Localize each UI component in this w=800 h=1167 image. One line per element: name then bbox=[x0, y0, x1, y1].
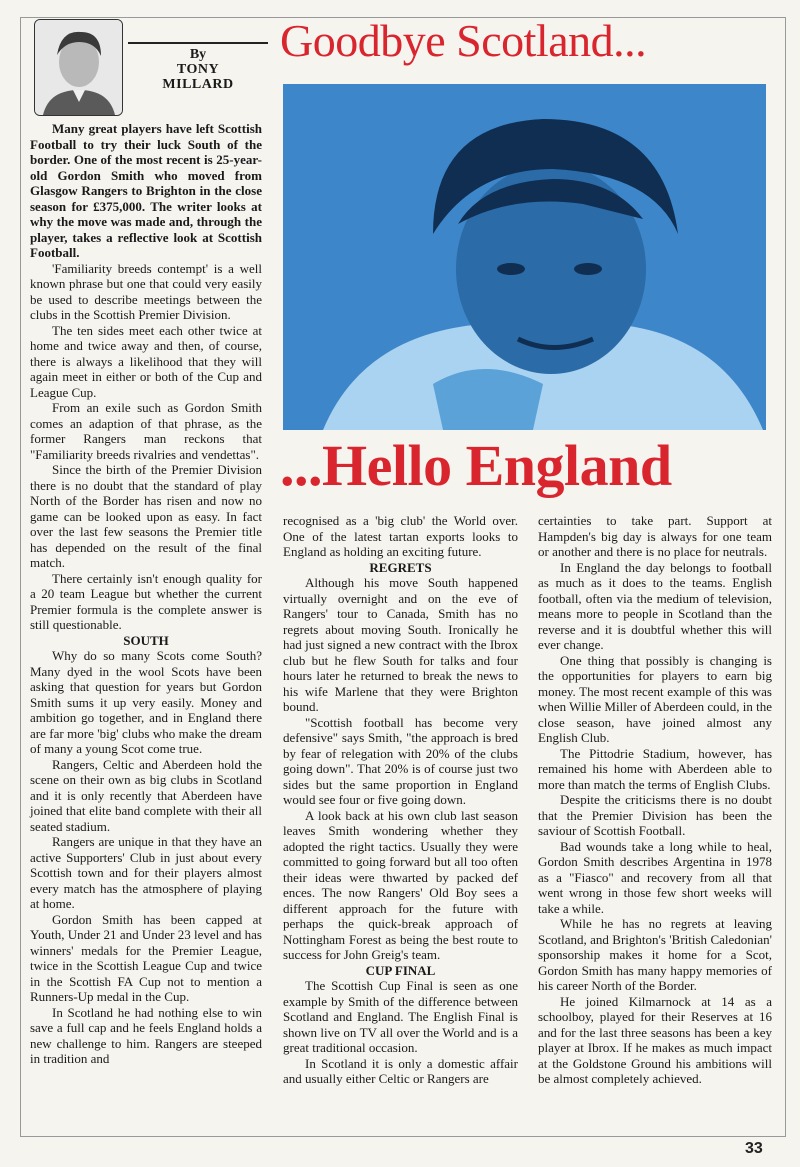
paragraph: Since the birth of the Premier Division there is no doubt that the standard of play North of the Border has risen and now no game can be looked upon as easy. In fact over the last few seasons the Premier title has depended on the result of the final match. bbox=[30, 462, 262, 570]
paragraph: certainties to take part. Support at Hampden's big day is always for one team or another and there is no place for neutrals. bbox=[538, 513, 772, 559]
paragraph: The Pittodrie Stadium, however, has remained his home with Aberdeen able to more than match the terms of English Clubs. bbox=[538, 745, 772, 792]
paragraph: While he has no regrets at leaving Scotland, and Brighton's 'British Caledonian' sponsorship makes it home for a Scot, Gordon Smith has many happy memories of his career North of the Border. bbox=[538, 916, 772, 993]
article-column-3 bbox=[538, 513, 772, 1087]
byline bbox=[128, 30, 268, 92]
author-last-name: MILLARD bbox=[162, 77, 234, 92]
subheading-regrets: REGRETS bbox=[369, 559, 432, 575]
paragraph: recognised as a 'big club' the World over. One of the latest tartan exports looks to England as holding an exciting future. bbox=[283, 513, 518, 559]
paragraph: 'Familiarity breeds contempt' is a well known phrase but one that could very easily be used to describe meetings between the clubs in the Scottish Premier Division. bbox=[30, 260, 262, 322]
headline-goodbye: Goodbye Scotland... bbox=[280, 15, 647, 66]
paragraph: Despite the criticisms there is no doubt that the Premier Division has been the saviour of Scottish Football. bbox=[538, 792, 772, 838]
author-first-name: TONY bbox=[176, 62, 220, 77]
page-number: 33 bbox=[745, 1140, 763, 1157]
paragraph: Rangers are unique in that they have an active Supporters' Club in just about every Scottish town and for their players almost every match has the atmosphere of playing at home. bbox=[30, 834, 262, 911]
paragraph: Although his move South happened virtually overnight and on the eve of Rangers' tour to Canada, Smith has no regrets about moving South. Ironically he had just signed a new contract with the Ibrox club but he flew South for talks and four hours later he returned to break the news to his wife Marlene that they were Brighton bound. bbox=[283, 575, 518, 714]
headline-hello: ...Hello England bbox=[280, 433, 672, 498]
article-column-2 bbox=[283, 513, 518, 1087]
subheading-cup-final: CUP FINAL bbox=[365, 962, 436, 978]
paragraph: The Scottish Cup Final is seen as one example by Smith of the difference between Scotland and England. The English Final is shown live on TV all over the World and is a great traditional occasion. bbox=[283, 978, 518, 1055]
paragraph: In England the day belongs to football as much as it does to the teams. English football, often via the medium of television, means more to people in Scotland than the reverse and it is doubtful whether this will ever change. bbox=[538, 559, 772, 652]
byline-rule bbox=[128, 42, 268, 44]
paragraph: In Scotland it is only a domestic affair and usually either Celtic or Rangers are bbox=[283, 1055, 518, 1086]
paragraph: Rangers, Celtic and Aberdeen hold the scene on their own as big clubs in Scotland and it is only recently that Aberdeen have joined that elite band complete with their all seated stadium. bbox=[30, 756, 262, 834]
intro-paragraph: Many great players have left Scottish Football to try their luck South of the border. One of the most recent is 25-year-old Gordon Smith who moved from Glasgow Rangers to Brighton in the close season for £375,000. The writer looks at why the move was made and, through the player, takes a reflective look at Scottish Football. bbox=[30, 121, 262, 260]
paragraph: Bad wounds take a long while to heal, Gordon Smith describes Argentina in 1978 as a "Fiasco" and recovery from all that went wrong in those few short weeks will take a while. bbox=[538, 838, 772, 916]
paragraph: He joined Kilmarnock at 14 as a schoolboy, played for their Reserves at 16 and for the last three seasons has been a key player at Ibrox. If he makes as much impact at the Goldstone Ground his ambitions will be almost completely achieved. bbox=[538, 993, 772, 1086]
article-column-1 bbox=[30, 121, 262, 1067]
paragraph: "Scottish football has become very defensive" says Smith, "the approach is bred by fear of relegation with 20% of the clubs going down". That 20% is of course just two sides but the same proportion in England would see four or five going down. bbox=[283, 714, 518, 807]
paragraph: From an exile such as Gordon Smith comes an adaption of that phrase, as the former Rangers man reckons that "Familiarity breeds rivalries and vendettas". bbox=[30, 400, 262, 462]
subheading-south: SOUTH bbox=[123, 632, 169, 648]
paragraph: Why do so many Scots come South? Many dyed in the wool Scots have been asking that question for years but Gordon Smith sums it up very easily. Money and ambition go together, and in England there are far more 'big' clubs who make the dream of many a young Scot come true. bbox=[30, 648, 262, 756]
paragraph: Gordon Smith has been capped at Youth, Under 21 and Under 23 level and has winners' medals for the Premier League, twice in the Scottish League Cup and twice in the Scottish FA Cup not to mention a Runners-Up medal in the Cup. bbox=[30, 911, 262, 1004]
paragraph: There certainly isn't enough quality for a 20 team League but whether the current Premier formula is the complete answer is still questionable. bbox=[30, 570, 262, 632]
paragraph: The ten sides meet each other twice at home and twice away and then, of course, there is always a likelihood that they will again meet in either or both of the Cup and League Cup. bbox=[30, 322, 262, 400]
author-portrait bbox=[34, 19, 123, 116]
paragraph: In Scotland he had nothing else to win save a full cap and he feels England holds a new challenge to him. Rangers are steeped in tradition and bbox=[30, 1004, 262, 1066]
paragraph: A look back at his own club last season leaves Smith wondering whether they adopted the right tactics. Usually they were committed to going forward but all too often their ideas were thwarted by packed def ences. The now Rangers' Old Boy sees a different approach for the future with perhaps the quick-break approach of Nottingham Forest as being the best route to success for John Greig's team. bbox=[283, 807, 518, 962]
paragraph: One thing that possibly is changing is the opportunities for players to earn big money. The most recent example of this was when Willie Miller of Aberdeen could, in the close season, have joined almost any English Club. bbox=[538, 652, 772, 745]
player-photo bbox=[283, 84, 766, 430]
byline-by: By bbox=[189, 47, 207, 62]
